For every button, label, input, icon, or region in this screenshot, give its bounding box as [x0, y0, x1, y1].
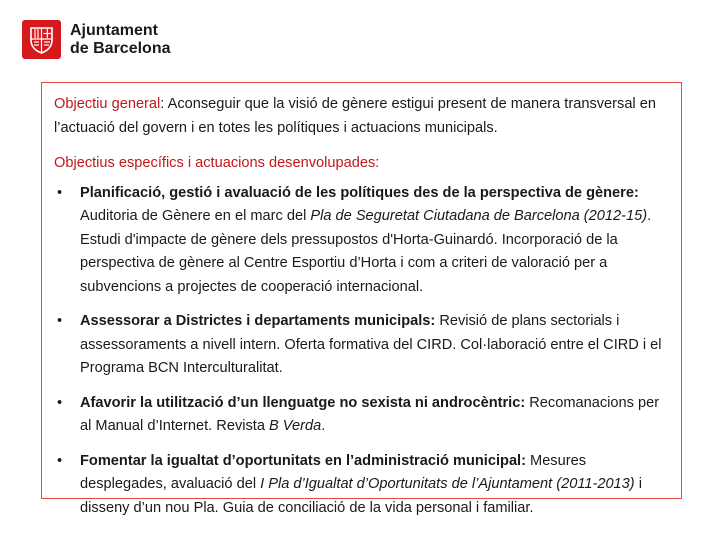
list-item	[54, 310, 671, 381]
general-objective-text: Aconseguir que la visió de gènere estigui present de manera transversal en l’actuació del govern i en totes les polítiques i actuacions municipals.	[54, 96, 656, 136]
item-italic: Pla de Seguretat Ciutadana de Barcelona (2012-15)	[310, 208, 648, 224]
item-text-end: . Estudi d'impacte de gènere dels pressupostos d'Horta-Guinardó. Incorporació de la perspectiva de gènere al Centre Esportiu d’Horta i com a criteri de valoració per a subvencions a projectes de cooperació internacional.	[80, 208, 652, 295]
list-item	[54, 182, 671, 300]
bullet-icon: •	[57, 313, 63, 329]
item-italic: I Pla d’Igualtat d’Oportunitats de l’Ajuntament (2011-2013)	[260, 476, 635, 492]
list-item	[54, 450, 671, 521]
objectives-list	[54, 182, 671, 521]
item-title: Assessorar a Districtes i departaments municipals:	[80, 313, 436, 329]
item-text-end: i disseny d’un nou Pla. Guia de conciliació de la vida personal i familiar.	[80, 476, 642, 516]
general-objective	[54, 93, 671, 140]
item-title: Planificació, gestió i avaluació de les polítiques des de la perspectiva de gènere:	[80, 184, 639, 201]
list-item	[54, 392, 671, 439]
bullet-icon: •	[57, 184, 63, 201]
item-text: Auditoria de Gènere en el marc del	[80, 208, 311, 224]
logo-line-1: Ajuntament	[70, 21, 158, 39]
general-objective-colon: :	[160, 96, 165, 112]
objectives-panel	[41, 82, 682, 516]
item-text: Recomanacions per al Manual d’Internet. Revista	[80, 394, 660, 434]
logo-line-2: de Barcelona	[70, 39, 171, 57]
item-text-end: .	[321, 418, 326, 434]
barcelona-coat-of-arms-icon	[22, 20, 61, 59]
specific-objectives-heading: Objectius específics i actuacions desenvolupades:	[54, 155, 380, 171]
item-title: Fomentar la igualtat d’oportunitats en l’administració municipal:	[80, 452, 526, 469]
item-title: Afavorir la utilització d’un llenguatge no sexista ni androcèntric:	[80, 394, 526, 411]
bullet-icon: •	[57, 394, 63, 411]
general-objective-label: Objectiu general	[54, 96, 161, 112]
item-italic: B Verda	[269, 418, 322, 434]
logo-wordmark	[70, 22, 170, 58]
item-text: Revisió de plans sectorials i assessoraments a nivell intern. Oferta formativa del CIRD. Col·laboració entre el CIRD i el Programa BCN Interculturalitat.	[80, 313, 662, 376]
bullet-icon: •	[57, 452, 63, 469]
logo	[22, 20, 170, 59]
item-text: Mesures desplegades, avaluació del	[80, 452, 586, 492]
